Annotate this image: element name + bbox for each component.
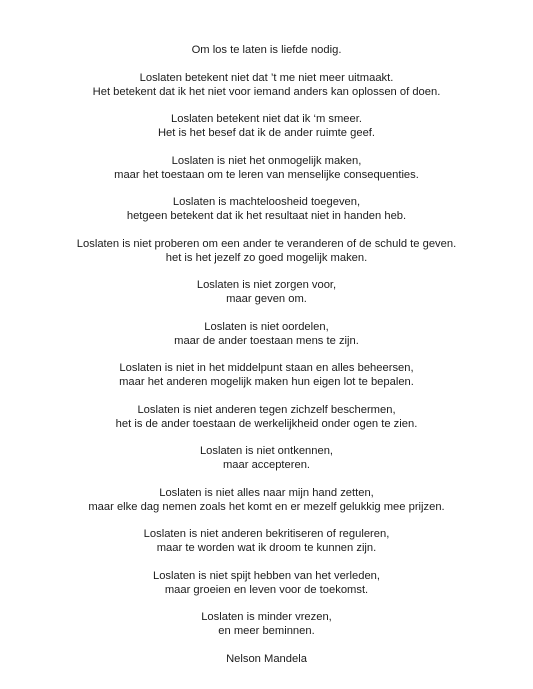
poem [0, 43, 533, 679]
poem-line: Loslaten is niet anderen tegen zichzelf beschermen, [137, 403, 396, 416]
poem-line: Het betekent dat ik het niet voor iemand anders kan oplossen of doen. [92, 85, 441, 98]
poem-line: Loslaten is niet zorgen voor, [196, 279, 337, 291]
poem-line: Loslaten betekent niet dat ik ‘m smeer. [171, 113, 362, 125]
poem-line: Loslaten is niet proberen om een ander te veranderen of de schuld te geven. [76, 237, 457, 250]
poem-line: Loslaten is niet alles naar mijn hand zetten, [159, 486, 374, 499]
stanza-7 [0, 278, 533, 306]
poem-line: het is het jezelf zo goed mogelijk maken. [165, 251, 368, 264]
poem-line: maar het toestaan om te leren van menselijke consequenties. [114, 168, 419, 181]
poem-line: Loslaten is niet het onmogelijk maken, [171, 154, 362, 167]
stanza-10 [0, 403, 533, 431]
poem-line: Loslaten is niet ontkennen, [199, 445, 334, 457]
stanza-12 [0, 486, 533, 514]
stanza-11 [0, 444, 533, 472]
poem-line: maar het anderen mogelijk maken hun eigen lot te bepalen. [119, 376, 414, 388]
poem-line: Loslaten betekent niet dat ’t me niet meer uitmaakt. [139, 71, 394, 84]
stanza-6 [0, 237, 533, 265]
stanza-15 [0, 610, 533, 638]
poem-line: maar de ander toestaan mens te zijn. [174, 334, 359, 347]
poem-line: maar groeien en leven voor de toekomst. [164, 583, 369, 596]
poem-line: Loslaten is minder vrezen, [201, 611, 332, 623]
poem-line: het is de ander toestaan de werkelijkheid onder ogen te zien. [115, 417, 418, 430]
stanza-2 [0, 71, 533, 99]
stanza-9 [0, 361, 533, 389]
stanza-14 [0, 569, 533, 597]
poem-line: maar accepteren. [222, 459, 311, 471]
author-block [0, 652, 533, 666]
poem-line: maar te worden wat ik droom te kunnen zijn. [156, 542, 377, 554]
poem-line: Loslaten is niet oordelen, [204, 320, 329, 333]
poem-line: Het is het besef dat ik de ander ruimte geef. [157, 127, 376, 139]
stanza-8 [0, 320, 533, 348]
poem-line: Om los te laten is liefde nodig. [191, 44, 342, 56]
stanza-4 [0, 154, 533, 182]
poem-line: maar geven om. [226, 293, 307, 305]
poem-line: Loslaten is niet anderen bekritiseren of reguleren, [143, 528, 390, 540]
poem-author: Nelson Mandela [226, 652, 307, 665]
poem-line: en meer beminnen. [218, 625, 315, 637]
stanza-5 [0, 195, 533, 223]
stanza-13 [0, 527, 533, 555]
stanza-3 [0, 112, 533, 140]
poem-line: Loslaten is machteloosheid toegeven, [172, 196, 361, 208]
stanza-1 [0, 43, 533, 57]
poem-line: Loslaten is niet spijt hebben van het verleden, [152, 569, 380, 582]
poem-line: maar elke dag nemen zoals het komt en er mezelf gelukkig mee prijzen. [88, 500, 445, 513]
poem-line: hetgeen betekent dat ik het resultaat niet in handen heb. [126, 210, 407, 222]
poem-line: Loslaten is niet in het middelpunt staan en alles beheersen, [119, 362, 414, 374]
